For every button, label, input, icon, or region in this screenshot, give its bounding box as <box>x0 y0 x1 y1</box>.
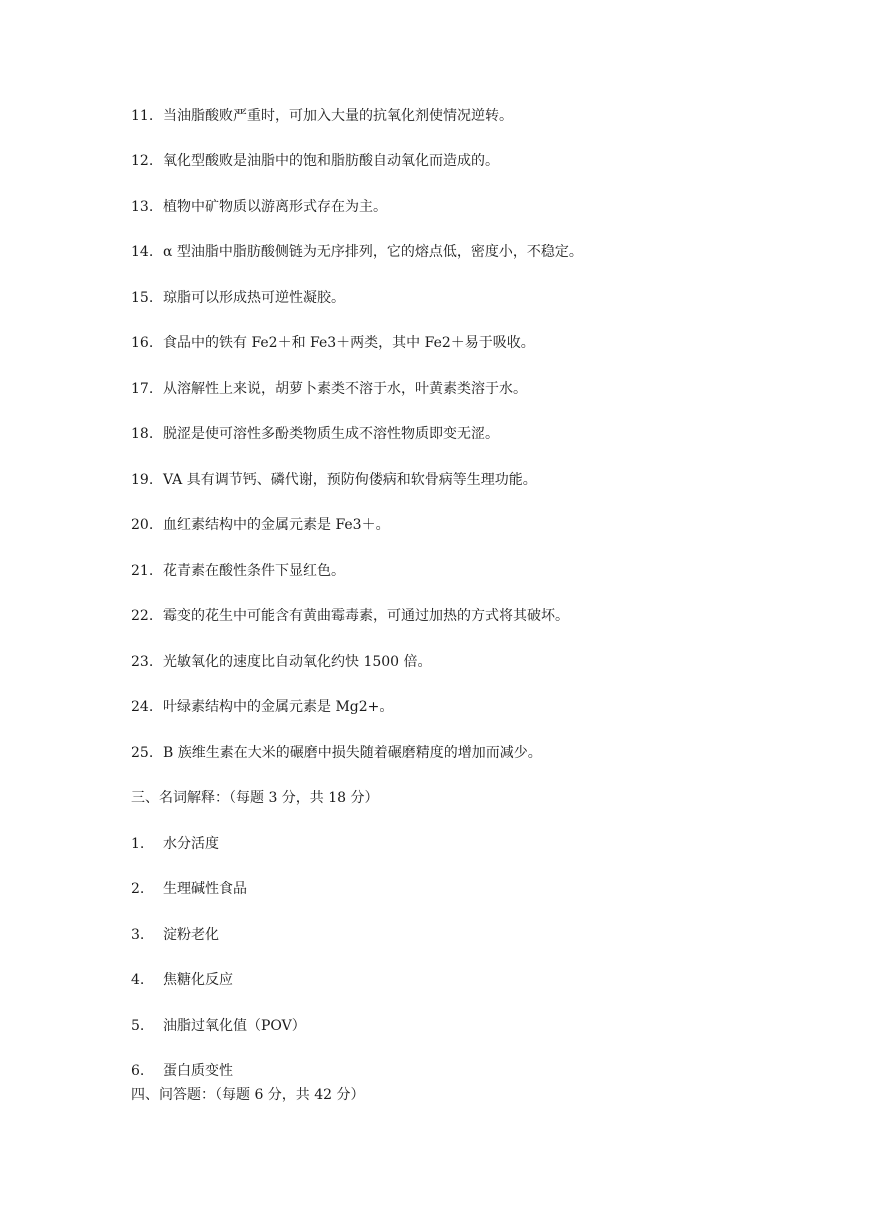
definition-4 <box>131 971 233 989</box>
section-heading-questions: 四、问答题：（每题 6 分，共 42 分） <box>131 1087 365 1103</box>
question-text: 氧化型酸败是油脂中的饱和脂肪酸自动氧化而造成的。 <box>163 153 499 169</box>
question-text: 花青素在酸性条件下显红色。 <box>163 563 345 579</box>
definition-term: 淀粉老化 <box>163 927 219 943</box>
definition-term: 蛋白质变性 <box>163 1063 233 1079</box>
question-22 <box>131 607 569 625</box>
question-number: 22. <box>131 608 154 624</box>
question-number: 20. <box>131 517 154 533</box>
question-12 <box>131 152 499 170</box>
question-18 <box>131 425 499 443</box>
question-text: 植物中矿物质以游离形式存在为主。 <box>163 199 387 215</box>
question-number: 24. <box>131 699 154 715</box>
question-number: 21. <box>131 563 154 579</box>
question-13 <box>131 198 387 216</box>
question-23 <box>131 653 432 671</box>
question-24 <box>131 698 393 716</box>
question-text: B 族维生素在大米的碾磨中损失随着碾磨精度的增加而减少。 <box>163 745 542 761</box>
question-text: 脱涩是使可溶性多酚类物质生成不溶性物质即变无涩。 <box>163 426 499 442</box>
question-text: 血红素结构中的金属元素是 Fe3＋。 <box>163 517 390 533</box>
question-number: 18. <box>131 426 154 442</box>
question-number: 11. <box>131 108 154 124</box>
definition-number: 2. <box>131 881 145 897</box>
question-25 <box>131 744 542 762</box>
definition-3 <box>131 926 219 944</box>
question-16 <box>131 334 535 352</box>
definition-term: 水分活度 <box>163 836 219 852</box>
question-number: 16. <box>131 335 154 351</box>
question-number: 13. <box>131 199 154 215</box>
definition-term: 焦糖化反应 <box>163 972 233 988</box>
question-text: 叶绿素结构中的金属元素是 Mg2+。 <box>163 699 394 715</box>
question-text: 从溶解性上来说，胡萝卜素类不溶于水，叶黄素类溶于水。 <box>163 381 527 397</box>
question-21 <box>131 562 345 580</box>
question-text: 霉变的花生中可能含有黄曲霉毒素，可通过加热的方式将其破坏。 <box>163 608 569 624</box>
definition-number: 1. <box>131 836 145 852</box>
definition-number: 6. <box>131 1063 145 1079</box>
question-number: 15. <box>131 290 154 306</box>
question-number: 14. <box>131 244 154 260</box>
question-11 <box>131 107 513 125</box>
definition-number: 3. <box>131 927 145 943</box>
question-text: 光敏氧化的速度比自动氧化约快 1500 倍。 <box>163 654 432 670</box>
definition-number: 5. <box>131 1018 145 1034</box>
definition-term: 油脂过氧化值（POV） <box>163 1018 306 1034</box>
definition-term: 生理碱性食品 <box>163 881 247 897</box>
definition-5 <box>131 1017 306 1035</box>
section-heading-definitions: 三、名词解释：（每题 3 分，共 18 分） <box>131 790 379 806</box>
question-19 <box>131 471 537 489</box>
question-number: 25. <box>131 745 154 761</box>
question-14 <box>131 243 583 261</box>
question-17 <box>131 380 527 398</box>
definition-2 <box>131 880 247 898</box>
definition-number: 4. <box>131 972 145 988</box>
question-text: 当油脂酸败严重时，可加入大量的抗氧化剂使情况逆转。 <box>163 108 513 124</box>
question-text: α 型油脂中脂肪酸侧链为无序排列，它的熔点低，密度小，不稳定。 <box>163 244 583 260</box>
question-number: 17. <box>131 381 154 397</box>
question-text: 食品中的铁有 Fe2＋和 Fe3＋两类，其中 Fe2＋易于吸收。 <box>163 335 535 351</box>
question-number: 19. <box>131 472 154 488</box>
definition-6 <box>131 1062 233 1080</box>
question-text: VA 具有调节钙、磷代谢，预防佝偻病和软骨病等生理功能。 <box>163 472 537 488</box>
question-number: 23. <box>131 654 154 670</box>
question-20 <box>131 516 390 534</box>
question-text: 琼脂可以形成热可逆性凝胶。 <box>163 290 345 306</box>
definition-1 <box>131 835 219 853</box>
question-15 <box>131 289 345 307</box>
question-number: 12. <box>131 153 154 169</box>
